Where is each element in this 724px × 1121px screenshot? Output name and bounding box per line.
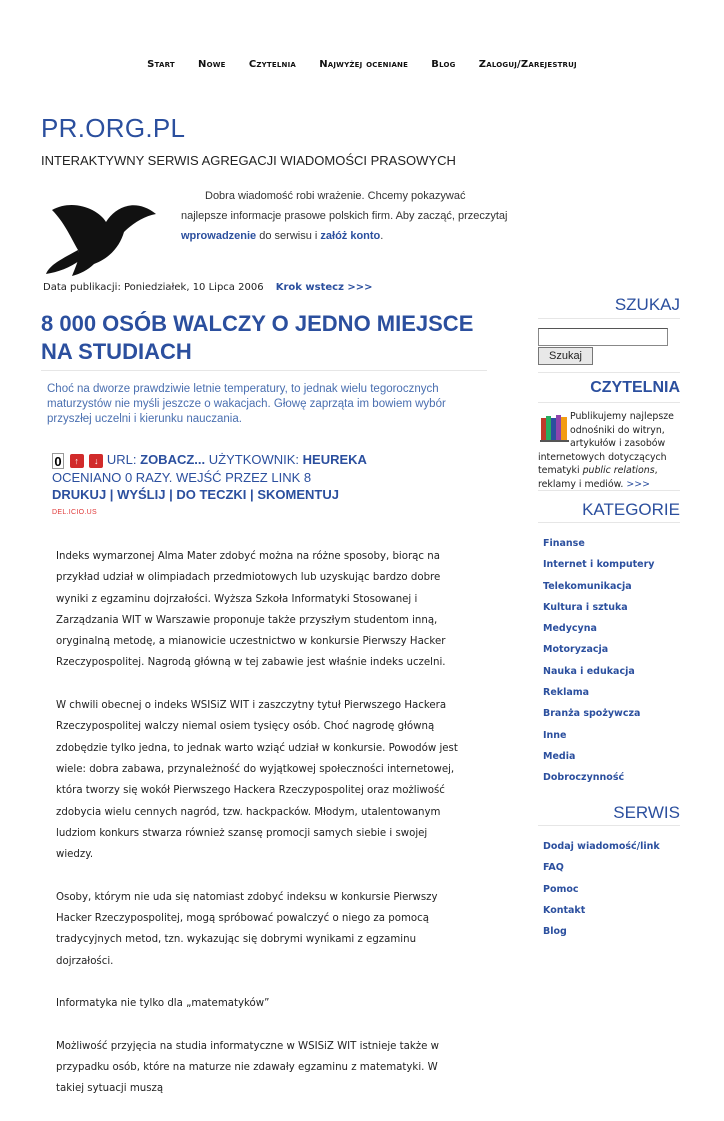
- article-paragraph: W chwili obecnej o indeks WSISiZ WIT i zaszczytny tytuł Pierwszego Hackera Rzeczypospolitej walczy niemal osiem tysięcy osób. Choć nagrodę główną zdobędzie tylko jedna, to jednak warto wziąć udział w konkursie. Powodów jest wiele: dobra zabawa, przynależność do wyjątkowej społeczności internetowej, która tworzy się wokół Pierwszego Hackera Rzeczypospolitej oraz możliwość zdobycia wielu cennych nagród, tzw. hackpacków. Młodym, utalentowanym ludziom konkurs stwarza również szansę promocji samych siebie i swojej wiedzy.: [56, 700, 458, 861]
- separator: |: [250, 486, 254, 502]
- list-item: [543, 707, 655, 728]
- list-item: [543, 537, 655, 558]
- list-item: [543, 861, 660, 882]
- search-input[interactable]: [538, 328, 668, 346]
- list-item: [543, 622, 655, 643]
- czyt-line: artykułów i zasobów: [570, 438, 666, 450]
- delicious-link[interactable]: DEL.ICIO.US: [52, 508, 97, 516]
- czyt-line: Publikujemy najlepsze: [570, 411, 674, 422]
- czytelnia-heading[interactable]: CZYTELNIA: [590, 379, 680, 396]
- list-item: [543, 643, 655, 664]
- intro-end: .: [380, 230, 384, 242]
- divider: [538, 490, 680, 491]
- divider: [538, 318, 680, 319]
- user-link[interactable]: HEUREKA: [302, 452, 367, 467]
- category-link[interactable]: Nauka i edukacja: [543, 665, 635, 677]
- publication-date: [43, 282, 373, 293]
- kategorie-heading: KATEGORIE: [582, 500, 680, 519]
- search-heading: SZUKAJ: [614, 295, 680, 314]
- list-item: [543, 840, 660, 861]
- top-nav: [0, 59, 724, 70]
- list-item: [543, 686, 655, 707]
- user-label: UŻYTKOWNIK:: [208, 452, 300, 467]
- separator: |: [169, 486, 173, 502]
- serwis-heading: SERWIS: [613, 803, 680, 822]
- divider: [538, 522, 680, 523]
- category-link[interactable]: Finanse: [543, 538, 585, 549]
- article-body: [56, 546, 464, 1121]
- list-item: [543, 904, 660, 925]
- nav-nowe[interactable]: Nowe: [198, 59, 226, 70]
- czyt-line: , reklamy i mediów.: [538, 465, 658, 490]
- service-list: [543, 840, 660, 946]
- article-paragraph: Możliwość przyjęcia na studia informatyczne w WSISiZ WIT istnieje także w przypadku osób, które na maturze nie zdawały egzaminu z matematyki. W takiej sytuacji muszą: [56, 1040, 439, 1095]
- vote-up-icon[interactable]: ↑: [70, 454, 84, 468]
- site-subtitle: INTERAKTYWNY SERWIS AGREGACJI WIADOMOŚCI PRASOWYCH: [41, 153, 456, 168]
- divider: [538, 372, 680, 373]
- comment-link[interactable]: SKOMENTUJ: [257, 486, 339, 502]
- service-link[interactable]: FAQ: [543, 862, 564, 874]
- article-subheading: Informatyka nie tylko dla „matematyków”: [56, 998, 270, 1010]
- list-item: [543, 729, 655, 750]
- vote-count: 0: [52, 453, 64, 469]
- category-list: [543, 537, 655, 793]
- article-stats: OCENIANO 0 RAZY. WEJŚĆ PRZEZ LINK 8: [52, 469, 312, 485]
- article-paragraph: Osoby, którym nie uda się natomiast zdobyć indeksu w konkursie Pierwszy Hacker Rzeczypospolitej, mogą spróbować powalczyć o niego za pomocą tradycyjnych metod, tzn. wykazując się dobrymi wynikami z egzaminu dojrzałości.: [56, 891, 438, 967]
- czytelnia-more-link[interactable]: >>>: [626, 478, 650, 490]
- article-lead: Choć na dworze prawdziwie letnie temperatury, to jednak wielu tegorocznych maturzystów nie myśli jeszcze o wakacjach. Głowę zaprząta im bowiem wybór przyszłej uczelni i kierunku nauczania.: [47, 383, 446, 425]
- service-link[interactable]: Dodaj wiadomość/link: [543, 841, 660, 852]
- list-item: [543, 771, 655, 792]
- nav-czytelnia[interactable]: Czytelnia: [248, 59, 297, 70]
- list-item: [543, 925, 660, 946]
- nav-najwyzej-oceniane[interactable]: Najwyżej oceniane: [319, 59, 409, 70]
- czyt-line: internetowych dotyczących tematyki: [538, 451, 667, 477]
- service-link[interactable]: Pomoc: [543, 883, 579, 895]
- url-label: URL:: [106, 452, 137, 467]
- intro-line2: najlepsze informacje prasowe polskich firm. Aby zacząć, przeczytaj: [181, 210, 508, 222]
- intro-text: [181, 186, 511, 246]
- intro-mid: do serwisu i: [259, 230, 318, 242]
- category-link[interactable]: Internet i komputery: [543, 559, 655, 571]
- vote-box: [52, 451, 472, 521]
- list-item: [543, 750, 655, 771]
- article-title: 8 000 OSÓB WALCZY O JEDNO MIEJSCE NA STUDIACH: [41, 310, 487, 371]
- intro-link-register[interactable]: załóż konto: [320, 230, 381, 242]
- list-item: [543, 883, 660, 904]
- category-link[interactable]: Reklama: [543, 687, 590, 699]
- czyt-emphasis: public relations: [582, 465, 655, 477]
- category-link[interactable]: Medycyna: [543, 623, 597, 635]
- site-title[interactable]: PR.ORG.PL: [41, 113, 186, 143]
- intro-link-wprowadzenie[interactable]: wprowadzenie: [181, 230, 257, 242]
- list-item: [543, 665, 655, 686]
- search-button[interactable]: Szukaj: [538, 347, 593, 365]
- category-link[interactable]: Inne: [543, 729, 567, 741]
- category-link[interactable]: Media: [543, 750, 576, 762]
- divider: [538, 402, 680, 403]
- back-link[interactable]: Krok wstecz >>>: [275, 282, 373, 293]
- vote-down-icon[interactable]: ↓: [89, 454, 103, 468]
- url-link[interactable]: ZOBACZ...: [140, 452, 206, 467]
- category-link[interactable]: Kultura i sztuka: [543, 601, 628, 613]
- service-link[interactable]: Blog: [543, 926, 567, 938]
- category-link[interactable]: Dobroczynność: [543, 772, 625, 784]
- czyt-line: odnośniki do witryn,: [570, 424, 665, 436]
- article-paragraph: Indeks wymarzonej Alma Mater zdobyć można na różne sposoby, biorąc na przykład udział w olimpiadach przedmiotowych lub uzyskując bardzo dobre wyniki z egzaminu dojrzałości. Wyższa Szkoła Informatyki Stosowanej i Zarządzania WIT w Warszawie proponuje także przyszłym studentom inną, oryginalną metodę, a mianowicie uczestnictwo w konkursie Pierwszy Hacker Rzeczypospolitej. Nagrodą główną w tej zabawie jest właśnie indeks uczelni.: [56, 551, 446, 669]
- nav-login-register[interactable]: Zaloguj/Zarejestruj: [478, 59, 577, 70]
- pubdate-text: Data publikacji: Poniedziałek, 10 Lipca 2006: [43, 282, 264, 293]
- bird-logo-icon: [44, 188, 159, 276]
- nav-blog[interactable]: Blog: [431, 59, 456, 70]
- folder-link[interactable]: DO TECZKI: [176, 486, 247, 502]
- category-link[interactable]: Motoryzacja: [543, 644, 609, 656]
- service-link[interactable]: Kontakt: [543, 904, 586, 916]
- intro-line1: Dobra wiadomość robi wrażenie. Chcemy pokazywać: [205, 190, 466, 202]
- divider: [538, 825, 680, 826]
- separator: |: [109, 486, 114, 502]
- print-link[interactable]: DRUKUJ: [52, 486, 107, 502]
- category-link[interactable]: Telekomunikacja: [543, 580, 632, 592]
- category-link[interactable]: Branża spożywcza: [543, 708, 641, 720]
- list-item: [543, 558, 655, 579]
- send-link[interactable]: WYŚLIJ: [117, 486, 166, 502]
- list-item: [543, 601, 655, 622]
- czytelnia-text: [538, 410, 680, 492]
- list-item: [543, 580, 655, 601]
- nav-start[interactable]: Start: [147, 59, 175, 70]
